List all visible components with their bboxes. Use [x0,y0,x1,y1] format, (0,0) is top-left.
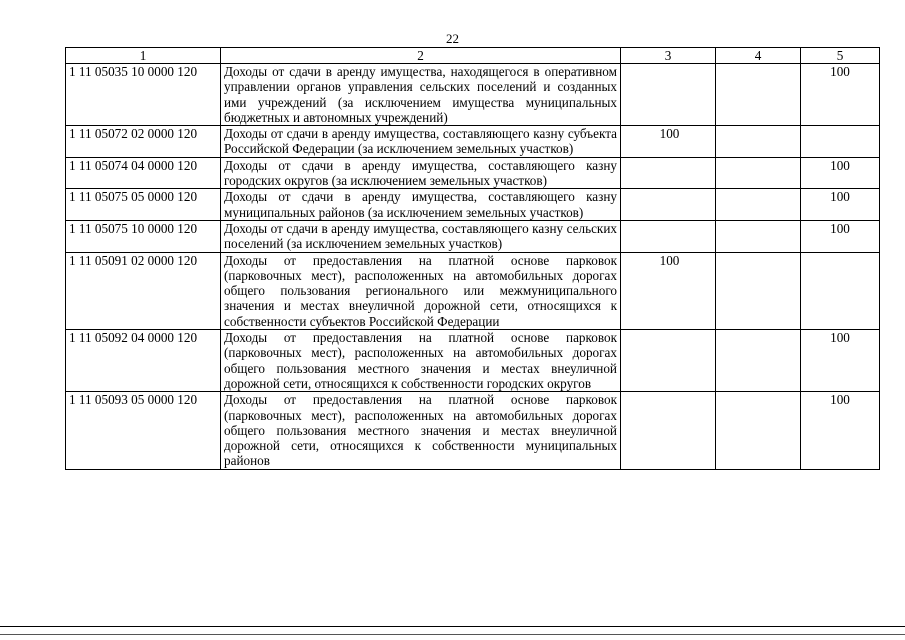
col-4-value [716,189,801,221]
budget-code: 1 11 05035 10 0000 120 [66,64,221,126]
page-edge-line [0,626,905,627]
table-row [66,157,880,189]
revenue-description: Доходы от сдачи в аренду имущества, составляющего казну субъекта Российской Федерации (за исключением земельных участков) [221,126,621,158]
budget-code: 1 11 05072 02 0000 120 [66,126,221,158]
table-row [66,252,880,329]
page-number: 22 [446,31,459,46]
table-body [66,64,880,470]
revenue-description: Доходы от сдачи в аренду имущества, составляющего казну городских округов (за исключением земельных участков) [221,157,621,189]
col-4-value [716,252,801,329]
budget-code: 1 11 05075 05 0000 120 [66,189,221,221]
col-3-value [621,330,716,392]
revenue-description: Доходы от сдачи в аренду имущества, составляющего казну сельских поселений (за исключением земельных участков) [221,220,621,252]
budget-code: 1 11 05075 10 0000 120 [66,220,221,252]
col-3-value [621,392,716,469]
header-col-2: 2 [221,48,621,64]
col-3-value [621,157,716,189]
col-5-value: 100 [801,220,880,252]
table-row [66,189,880,221]
col-3-value: 100 [621,126,716,158]
col-5-value [801,126,880,158]
table-row [66,392,880,469]
col-3-value [621,64,716,126]
header-col-1: 1 [66,48,221,64]
col-5-value: 100 [801,330,880,392]
table-row [66,126,880,158]
col-5-value: 100 [801,189,880,221]
col-4-value [716,126,801,158]
col-4-value [716,157,801,189]
table-row [66,220,880,252]
col-5-value: 100 [801,392,880,469]
budget-code: 1 11 05093 05 0000 120 [66,392,221,469]
col-5-value: 100 [801,64,880,126]
budget-code: 1 11 05091 02 0000 120 [66,252,221,329]
revenue-description: Доходы от предоставления на платной основе парковок (парковочных мест), расположенных на автомобильных дорогах общего пользования местного значения и местах внеуличной дорожной сети, относящихся к собственности муниципальных районов [221,392,621,469]
table-row [66,330,880,392]
col-5-value: 100 [801,157,880,189]
revenue-description: Доходы от предоставления на платной основе парковок (парковочных мест), расположенных на автомобильных дорогах общего пользования регионального или межмуниципального значения и местах внеуличной дорожной сети, относящихся к собственности субъектов Российской Федерации [221,252,621,329]
col-4-value [716,64,801,126]
table-row [66,64,880,126]
col-3-value: 100 [621,252,716,329]
header-col-5: 5 [801,48,880,64]
header-row [66,48,880,64]
table-header [66,48,880,64]
revenue-table [65,47,880,470]
page-edge-shadow [0,634,905,635]
col-3-value [621,220,716,252]
col-4-value [716,392,801,469]
col-3-value [621,189,716,221]
header-col-3: 3 [621,48,716,64]
revenue-description: Доходы от сдачи в аренду имущества, находящегося в оперативном управлении органов управления сельских поселений и созданных ими учреждений (за исключением имущества муниципальных бюджетных и автономных учреждений) [221,64,621,126]
budget-code: 1 11 05092 04 0000 120 [66,330,221,392]
col-4-value [716,330,801,392]
revenue-description: Доходы от сдачи в аренду имущества, составляющего казну муниципальных районов (за исключением земельных участков) [221,189,621,221]
budget-code: 1 11 05074 04 0000 120 [66,157,221,189]
header-col-4: 4 [716,48,801,64]
col-5-value [801,252,880,329]
col-4-value [716,220,801,252]
revenue-description: Доходы от предоставления на платной основе парковок (парковочных мест), расположенных на автомобильных дорогах общего пользования местного значения и местах внеуличной дорожной сети, относящихся к собственности городских округов [221,330,621,392]
